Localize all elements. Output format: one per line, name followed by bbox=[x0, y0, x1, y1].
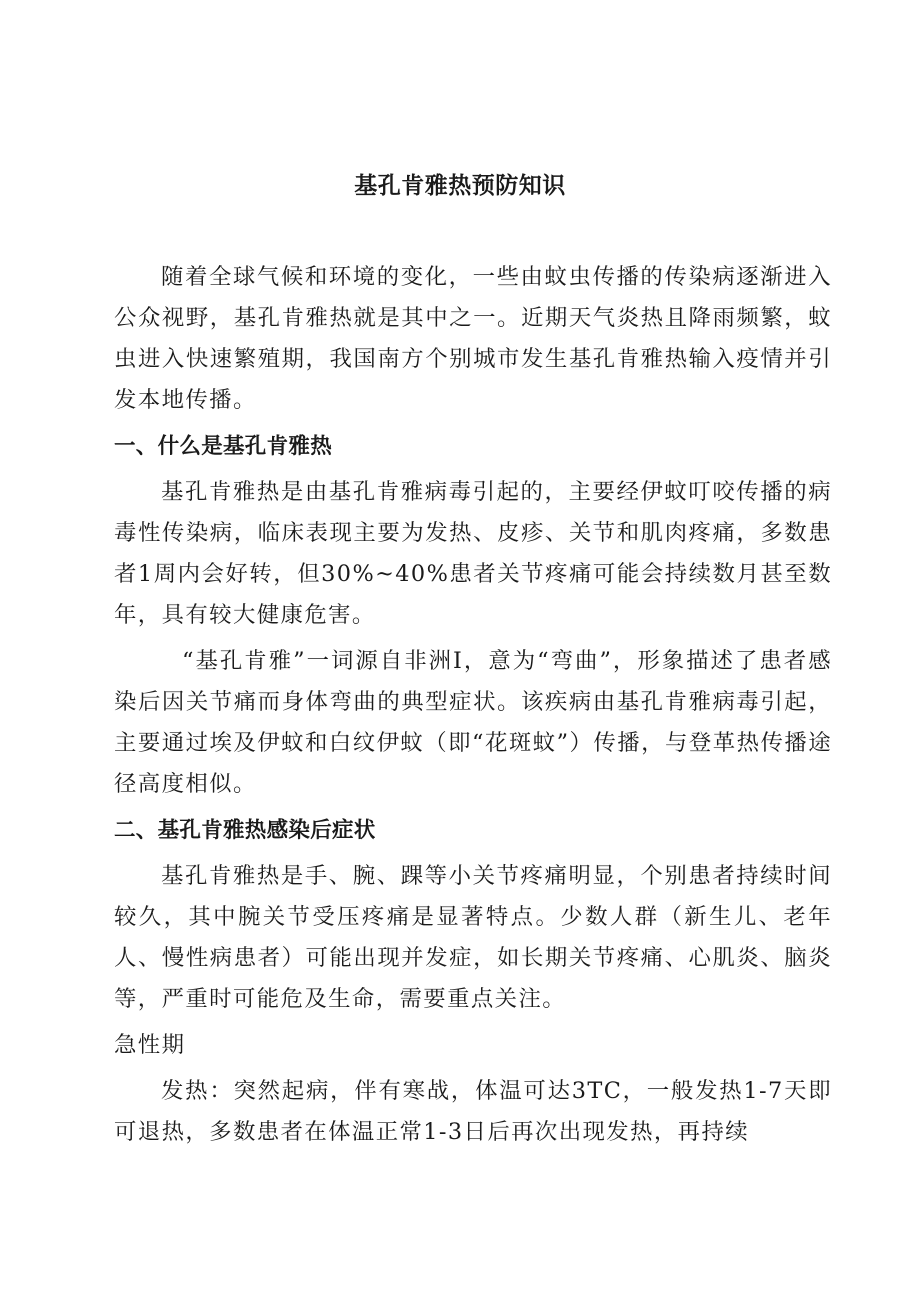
fever-paragraph: 发热：突然起病，伴有寒战，体温可达3TC，一般发热1-7天即可退热，多数患者在体温正常1-3日后再次出现发热，再持续 bbox=[114, 1078, 832, 1145]
acute-phase-label: 急性期 bbox=[114, 1032, 186, 1058]
etymology-paragraph: “基孔肯雅”一词源自非洲I，意为“弯曲”，形象描述了患者感染后因关节痛而身体弯曲的典型症状。该疾病由基孔肯雅病毒引起，主要通过埃及伊蚊和白纹伊蚊（即“花斑蚊”）传播，与登革热传播途径高度相似。 bbox=[114, 648, 832, 797]
document-body bbox=[114, 257, 832, 1158]
definition-paragraph: 基孔肯雅热是由基孔肯雅病毒引起的，主要经伊蚊叮咬传播的病毒性传染病，临床表现主要为发热、皮疹、关节和肌肉疼痛，多数患者1周内会好转，但30%~40%患者关节疼痛可能会持续数月甚至数年，具有较大健康危害。 bbox=[114, 479, 832, 628]
section-heading-what-is: 一、什么是基孔肯雅热 bbox=[114, 434, 333, 459]
document-title: 基孔肯雅热预防知识 bbox=[354, 173, 566, 199]
symptoms-paragraph: 基孔肯雅热是手、腕、踝等小关节疼痛明显，个别患者持续时间较久，其中腕关节受压疼痛是显著特点。少数人群（新生儿、老年人、慢性病患者）可能出现并发症，如长期关节疼痛、心肌炎、脑炎等，严重时可能危及生命，需要重点关注。 bbox=[114, 863, 832, 1012]
intro-paragraph: 随着全球气候和环境的变化，一些由蚊虫传播的传染病逐渐进入公众视野，基孔肯雅热就是其中之一。近期天气炎热且降雨频繁，蚊虫进入快速繁殖期，我国南方个别城市发生基孔肯雅热输入疫情并引发本地传播。 bbox=[114, 264, 832, 413]
section-heading-symptoms: 二、基孔肯雅热感染后症状 bbox=[114, 818, 376, 843]
